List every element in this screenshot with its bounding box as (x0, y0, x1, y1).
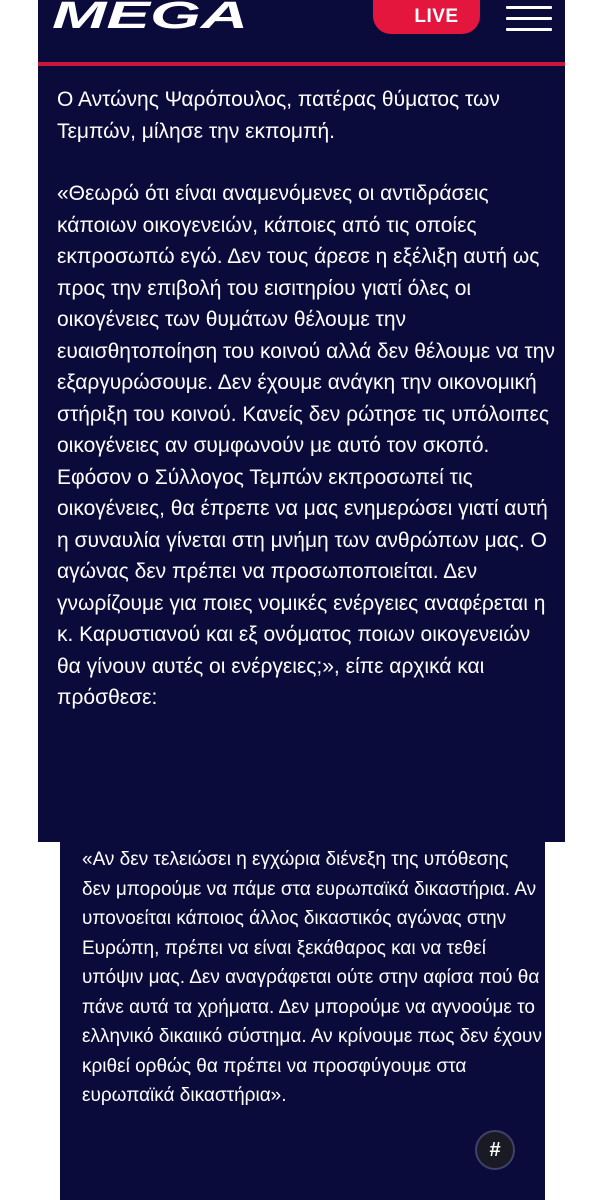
article-quote: «Θεωρώ ότι είναι αναμενόμενες οι αντιδράσεις κάποιων οικογενειών, κάποιες από τις οποίες εκπροσωπώ εγώ. Δεν τους άρεσε η εξέλιξη αυτή ως προς την επιβολή του εισιτηρίου γιατί όλες οι οικογένειες των θυμάτων θέλουμε την ευαισθητοποίηση του κοινού αλλά δεν θέλουμε να την εξαργυρώσουμε. Δεν έχουμε ανάγκη την οικονομική στήριξη του κοινού. Κανείς δεν ρώτησε τις υπόλοιπες οικογένειες αν συμφωνούν με αυτό τον σκοπό. Εφόσον ο Σύλλογος Τεμπών εκπροσωπεί τις οικογένειες, θα έπρεπε να μας ενημερώσει γιατί αυτή η συναυλία γίνεται στη μνήμη των ανθρώπων μας. Ο αγώνας δεν πρέπει να προσωποποιείται. Δεν γνωρίζουμε για ποιες νομικές ενέργειες αναφέρεται η κ. Καρυστιανού και εξ ονόματος ποιων οικογενειών θα γίνουν αυτές οι ενέργειες;», είπε αρχικά και πρόσθεσε: (57, 182, 555, 709)
hash-icon[interactable] (475, 1130, 515, 1170)
continuation-quote: «Αν δεν τελειώσει η εγχώρια διένεξη της υπόθεσης δεν μπορούμε να πάμε στα ευρωπαϊκά δικαστήρια. Αν υπονοείται κάποιος άλλος δικαστικός αγώνας στην Ευρώπη, πρέπει να είναι ξεκάθαρος και να τεθεί υπόψιν μας. Δεν αναγράφεται ούτε στην αφίσα πού θα πάνε αυτά τα χρήματα. Δεν μπορούμε να αγνοούμε το ελληνικό δικαιικό σύστημα. Αν κρίνουμε πως δεν έχουν κριθεί ορθώς θα πρέπει να προσφύγουμε στα ευρωπαϊκά δικαστήρια». (82, 849, 542, 1106)
mega-logo[interactable] (52, 0, 252, 40)
mega-logo-text: MEGA (52, 0, 248, 37)
live-label: LIVE (414, 6, 459, 27)
article-body (57, 84, 559, 714)
menu-icon[interactable] (506, 2, 552, 34)
live-button[interactable] (373, 0, 480, 34)
hash-label: # (489, 1138, 501, 1161)
article-lead: Ο Αντώνης Ψαρόπουλος, πατέρας θύματος των Τεμπών, μίλησε την εκπομπή. (57, 88, 500, 143)
site-header (38, 0, 565, 62)
article-screenshot-panel (38, 0, 565, 842)
continuation-screenshot-panel (60, 842, 545, 1200)
header-divider (38, 62, 565, 66)
